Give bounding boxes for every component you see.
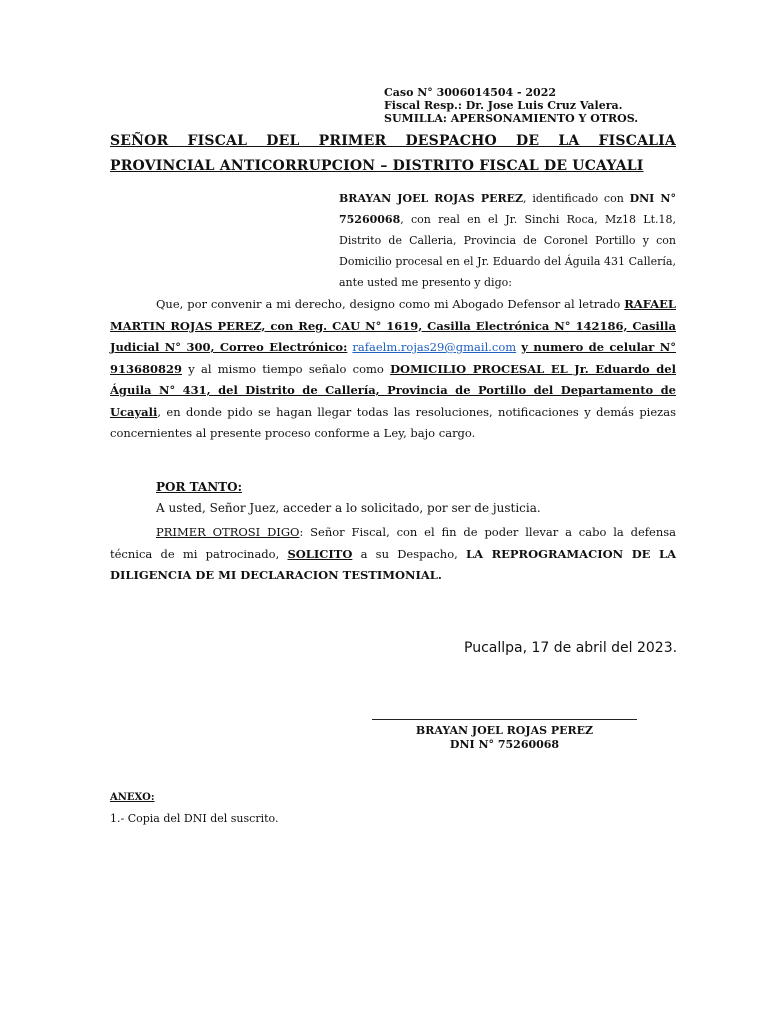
document-title-line-1: SEÑOR FISCAL DEL PRIMER DESPACHO DE LA FISCALIA — [110, 133, 676, 149]
phone-number: y numero de celular N° 913680829 — [110, 340, 677, 376]
applicant-name: BRAYAN JOEL ROJAS PEREZ — [339, 192, 524, 205]
sumilla: SUMILLA: APERSONAMIENTO Y OTROS. — [384, 112, 639, 125]
dni-number: 75260068 — [339, 213, 401, 226]
email-link[interactable]: rafaelm.rojas29@gmail.com — [352, 340, 517, 354]
intro-paragraph: BRAYAN JOEL ROJAS PEREZ, identificado con DNI N° 75260068, con real en el Jr. Sinchi Roca, Mz18 Lt.18, Distrito de Calleria, Provincia de Coronel Portillo y con Domicilio procesal en el Jr. Eduardo del Águila 431 Callería, ante usted me presento y digo: — [339, 192, 676, 289]
lawyer-details: RAFAEL MARTIN ROJAS PEREZ, con Reg. CAU N° 1619, Casilla Electrónica N° 142186, Casilla Judicial N° 300, Correo Electrónico: — [110, 297, 676, 354]
signature-dni: DNI N° 75260068 — [449, 738, 560, 751]
designation-paragraph: Que, por convenir a mi derecho, designo como mi Abogado Defensor al letrado RAFAEL MARTIN ROJAS PEREZ, con Reg. CAU N° 1619, Casilla Electrónica N° 142186, Casilla Judicial N° 300, Correo Electrónico: rafaelm.rojas29@gmail.com y numero de celular N° 913680829 y al mismo tiempo señalo como DOMICILIO PROCESAL EL Jr. Eduardo del Águila N° 431, del Distrito de Callería, Provincia de Portillo del Departamento de Ucayali, en donde pido se hagan llegar todas las resoluciones, notificaciones y demás piezas concernientes al presente proceso conforme a Ley, bajo cargo. — [110, 297, 677, 440]
case-header — [384, 86, 638, 125]
otrosi-paragraph: PRIMER OTROSI DIGO: Señor Fiscal, con el fin de poder llevar a cabo la defensa técnica de mi patrocinado, SOLICITO a su Despacho, LA REPROGRAMACION DE LA DILIGENCIA DE MI DECLARACION TESTIMONIAL. — [110, 525, 677, 582]
otrosi-label: PRIMER OTROSI DIGO — [156, 525, 300, 539]
case-number: Caso N° 3006014504 - 2022 — [384, 86, 557, 99]
anexo-item-1: 1.- Copia del DNI del suscrito. — [110, 812, 279, 825]
place-date: Pucallpa, 17 de abril del 2023. — [464, 640, 678, 656]
procedural-address: DOMICILIO PROCESAL EL Jr. Eduardo del Águila N° 431, del Distrito de Callería, Provincia de Portillo del Departamento de Ucayali — [110, 361, 676, 419]
document-title-line-2: PROVINCIAL ANTICORRUPCION – DISTRITO FISCAL DE UCAYALI — [110, 158, 644, 174]
signature-line — [372, 719, 637, 720]
request-text: LA REPROGRAMACION DE LA DILIGENCIA DE MI DECLARACION TESTIMONIAL. — [110, 546, 677, 582]
solicito-label: SOLICITO — [287, 546, 353, 561]
por-tanto-block — [156, 477, 541, 519]
signature-name: BRAYAN JOEL ROJAS PEREZ — [415, 724, 594, 737]
por-tanto-label: POR TANTO: — [156, 480, 242, 494]
por-tanto-text: A usted, Señor Juez, acceder a lo solicitado, por ser de justicia. — [156, 501, 541, 515]
anexo-label: ANEXO: — [110, 792, 155, 803]
dni-label: DNI N° — [629, 192, 676, 205]
fiscal-responsible: Fiscal Resp.: Dr. Jose Luis Cruz Valera. — [384, 99, 623, 112]
